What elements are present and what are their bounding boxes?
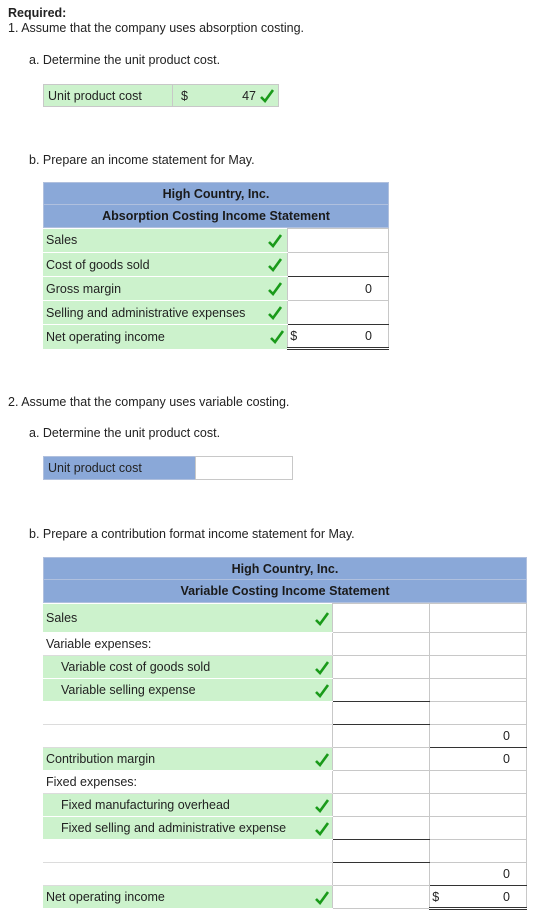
total-value: 0 [503, 752, 510, 766]
amount-input[interactable] [333, 604, 430, 633]
total-input[interactable] [430, 771, 527, 794]
row-label [43, 867, 46, 881]
amount-input[interactable] [333, 794, 430, 817]
check-icon [270, 330, 284, 344]
row-label-cell[interactable] [43, 604, 333, 633]
total-input[interactable] [430, 863, 527, 886]
check-icon [315, 799, 329, 813]
q1-text: 1. Assume that the company uses absorption costing. [8, 21, 305, 35]
absorption-table [43, 228, 389, 350]
amount-input[interactable] [333, 771, 430, 794]
q2-text: 2. Assume that the company uses variable costing. [8, 395, 290, 409]
required-heading: Required: [8, 6, 67, 20]
variable-subtitle: Variable Costing Income Statement [43, 580, 527, 603]
row-label: Fixed expenses: [46, 775, 138, 789]
absorption-subtitle: Absorption Costing Income Statement [43, 205, 389, 228]
row-label-cell[interactable] [43, 229, 288, 253]
amount-input[interactable] [288, 325, 389, 349]
amount-input[interactable] [288, 253, 389, 277]
row-label-cell[interactable] [43, 725, 333, 748]
row-label-cell[interactable] [43, 771, 333, 794]
amount-input[interactable] [333, 863, 430, 886]
table-row [43, 325, 389, 349]
check-icon [260, 89, 274, 103]
table-row [43, 840, 527, 863]
row-label [43, 729, 46, 743]
q1-part-a: a. Determine the unit product cost. [29, 53, 221, 67]
row-label: Variable expenses: [46, 637, 152, 651]
amount-input[interactable] [288, 277, 389, 301]
row-label-cell[interactable] [43, 325, 288, 349]
check-icon [268, 258, 282, 272]
row-label: Variable cost of goods sold [61, 660, 211, 674]
table-row [43, 863, 527, 886]
amount-value: 0 [365, 329, 372, 343]
check-icon [268, 282, 282, 296]
table-row [43, 633, 527, 656]
total-input[interactable] [430, 840, 527, 863]
variable-statement [43, 557, 527, 910]
row-label: Fixed manufacturing overhead [61, 798, 230, 812]
row-label: Sales [46, 233, 78, 248]
table-row [43, 679, 527, 702]
table-row [43, 886, 527, 909]
total-value: 0 [503, 867, 510, 881]
q2-unit-cost-input[interactable] [195, 456, 293, 480]
total-input[interactable] [430, 604, 527, 633]
row-label [43, 706, 46, 720]
currency-sign: $ [290, 329, 298, 343]
check-icon [315, 661, 329, 675]
row-label: Net operating income [46, 890, 165, 904]
total-input[interactable] [430, 633, 527, 656]
amount-input[interactable] [333, 840, 430, 863]
check-icon [315, 612, 329, 626]
row-label-cell[interactable] [43, 633, 333, 656]
row-label: Selling and administrative expenses [46, 305, 246, 320]
variable-title: High Country, Inc. [43, 557, 527, 580]
table-row [43, 301, 389, 325]
total-value: 0 [503, 729, 510, 743]
row-label-cell[interactable] [43, 886, 333, 909]
amount-input[interactable] [333, 886, 430, 909]
row-label-cell[interactable] [43, 277, 288, 301]
row-label [43, 844, 46, 858]
check-icon [268, 234, 282, 248]
absorption-title: High Country, Inc. [43, 182, 389, 205]
row-label: Cost of goods sold [46, 257, 150, 272]
total-value: 0 [503, 890, 510, 904]
row-label: Fixed selling and administrative expense [61, 821, 287, 835]
table-row [43, 253, 389, 277]
q2-unit-cost-label-cell [43, 456, 196, 480]
row-label: Contribution margin [46, 752, 156, 766]
row-label-cell[interactable] [43, 253, 288, 277]
table-row [43, 229, 389, 253]
amount-value: 0 [365, 281, 372, 296]
currency-sign: $ [432, 890, 440, 904]
total-input[interactable] [430, 794, 527, 817]
amount-input[interactable] [333, 702, 430, 725]
total-input[interactable] [430, 656, 527, 679]
table-row [43, 725, 527, 748]
row-label-cell[interactable] [43, 656, 333, 679]
row-label-cell[interactable] [43, 840, 333, 863]
absorption-statement [43, 182, 389, 350]
total-input[interactable] [430, 702, 527, 725]
q1-unit-cost-label: Unit product cost [48, 89, 142, 103]
check-icon [315, 753, 329, 767]
total-input[interactable] [430, 886, 527, 909]
q1-unit-cost-value: 47 [242, 89, 256, 103]
q1-unit-cost-label-cell [43, 84, 173, 107]
table-row [43, 656, 527, 679]
row-label-cell[interactable] [43, 679, 333, 702]
row-label: Variable selling expense [61, 683, 196, 697]
q2-unit-cost-label: Unit product cost [48, 461, 142, 475]
total-input[interactable] [430, 748, 527, 771]
amount-input[interactable] [333, 679, 430, 702]
table-row [43, 794, 527, 817]
variable-table [43, 603, 527, 910]
amount-input[interactable] [288, 301, 389, 325]
row-label-cell[interactable] [43, 702, 333, 725]
row-label-cell[interactable] [43, 863, 333, 886]
check-icon [268, 306, 282, 320]
row-label-cell[interactable] [43, 794, 333, 817]
table-row [43, 748, 527, 771]
check-icon [315, 684, 329, 698]
row-label-cell[interactable] [43, 301, 288, 325]
table-row [43, 604, 527, 633]
check-icon [315, 891, 329, 905]
check-icon [315, 822, 329, 836]
q1-part-b: b. Prepare an income statement for May. [29, 153, 255, 167]
amount-input[interactable] [333, 817, 430, 840]
amount-input[interactable] [333, 633, 430, 656]
row-label-cell[interactable] [43, 748, 333, 771]
total-input[interactable] [430, 817, 527, 840]
amount-input[interactable] [288, 229, 389, 253]
amount-input[interactable] [333, 725, 430, 748]
table-row [43, 817, 527, 840]
row-label: Gross margin [46, 281, 122, 296]
total-input[interactable] [430, 725, 527, 748]
row-label: Net operating income [46, 329, 165, 344]
q2-part-a: a. Determine the unit product cost. [29, 426, 221, 440]
total-input[interactable] [430, 679, 527, 702]
row-label: Sales [46, 610, 78, 625]
amount-input[interactable] [333, 748, 430, 771]
q2-part-b: b. Prepare a contribution format income statement for May. [29, 527, 355, 541]
row-label-cell[interactable] [43, 817, 333, 840]
table-row [43, 277, 389, 301]
table-row [43, 771, 527, 794]
q1-unit-cost-input[interactable] [172, 84, 279, 107]
amount-input[interactable] [333, 656, 430, 679]
table-row [43, 702, 527, 725]
q1-unit-cost-currency: $ [181, 89, 188, 103]
